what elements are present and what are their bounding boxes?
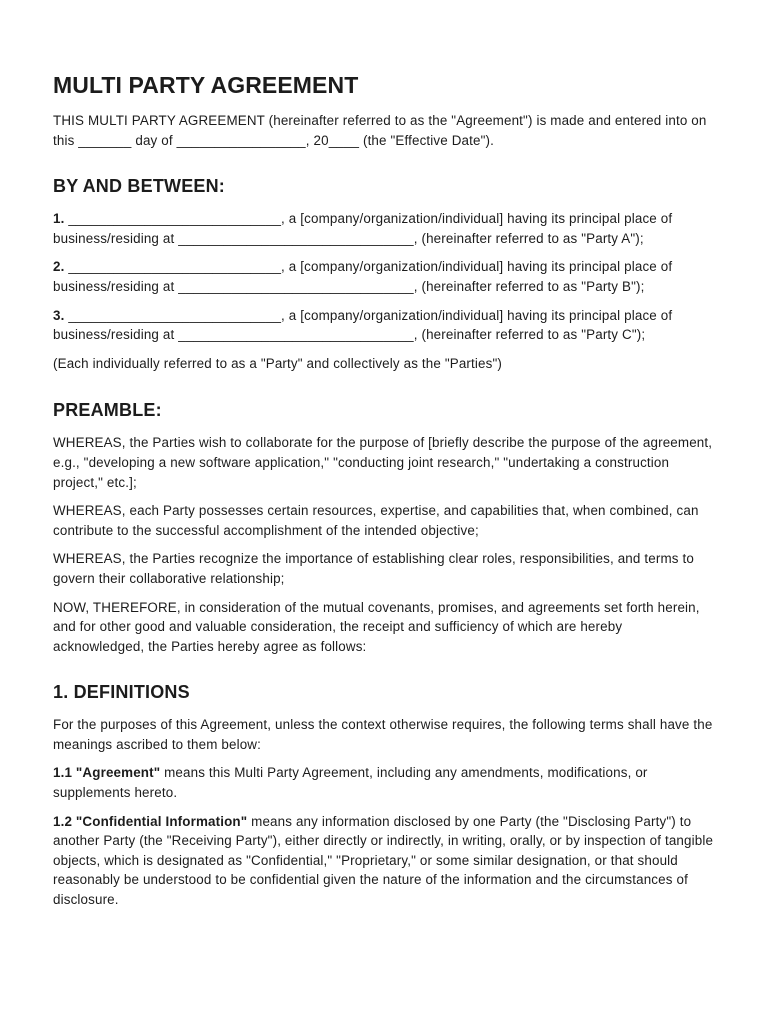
preamble-heading: PREAMBLE: [53, 400, 162, 421]
party-text: ____________________________, a [company/organization/individual] having its principal place of business/residing at _______________________________, (hereinafter referred to as "Party B"); [53, 259, 673, 294]
intro-paragraph: THIS MULTI PARTY AGREEMENT (hereinafter referred to as the "Agreement") is made and entered into on this _______ day of _________________, 20____ (the "Effective Date"). [53, 113, 707, 148]
party-c-paragraph [53, 306, 716, 345]
definition-text: means any information disclosed by one Party (the "Disclosing Party") to another Party (the "Receiving Party"), either directly or indirectly, in writing, orally, or by inspection of tangible objects, which is designated as "Confidential," "Proprietary," or some similar designation, or that should reasonably be understood to be confidential given the nature of the information and the circumstances of disclosure. [53, 813, 714, 908]
definitions-heading: 1. DEFINITIONS [53, 682, 190, 703]
party-b-paragraph [53, 257, 716, 296]
preamble-paragraph: WHEREAS, the Parties recognize the importance of establishing clear roles, responsibilities, and terms to govern their collaborative relationship; [53, 551, 694, 586]
party-a-paragraph [53, 209, 716, 248]
definition-term: 1.2 "Confidential Information" [53, 813, 248, 829]
parties-note: (Each individually referred to as a "Party" and collectively as the "Parties") [53, 355, 502, 371]
document-title: MULTI PARTY AGREEMENT [53, 72, 359, 98]
party-number: 3. [53, 307, 65, 323]
party-number: 2. [53, 259, 65, 275]
party-text: ____________________________, a [company/organization/individual] having its principal place of business/residing at _______________________________, (hereinafter referred to as "Party C"); [53, 307, 673, 343]
definition-term: 1.1 "Agreement" [53, 765, 161, 781]
preamble-paragraph: WHEREAS, the Parties wish to collaborate for the purpose of [briefly describe the purpose of the agreement, e.g., "developing a new software application," "conducting joint research," "undertaking a construction project," etc.]; [53, 435, 713, 490]
preamble-paragraph: WHEREAS, each Party possesses certain resources, expertise, and capabilities that, when combined, can contribute to the successful accomplishment of the intended objective; [53, 503, 699, 538]
definition-text: means this Multi Party Agreement, including any amendments, modifications, or supplements hereto. [53, 765, 648, 801]
definitions-intro: For the purposes of this Agreement, unless the context otherwise requires, the following terms shall have the meanings ascribed to them below: [53, 717, 713, 752]
party-number: 1. [53, 211, 65, 227]
by-and-between-heading: BY AND BETWEEN: [53, 176, 226, 197]
party-text: ____________________________, a [company/organization/individual] having its principal place of business/residing at _______________________________, (hereinafter referred to as "Party A"); [53, 211, 673, 246]
definition-agreement [53, 763, 716, 802]
now-therefore-paragraph: NOW, THEREFORE, in consideration of the mutual covenants, promises, and agreements set forth herein, and for other good and valuable consideration, the receipt and sufficiency of which are hereby acknowledged, the Parties hereby agree as follows: [53, 599, 700, 654]
definition-confidential-information [53, 812, 716, 910]
